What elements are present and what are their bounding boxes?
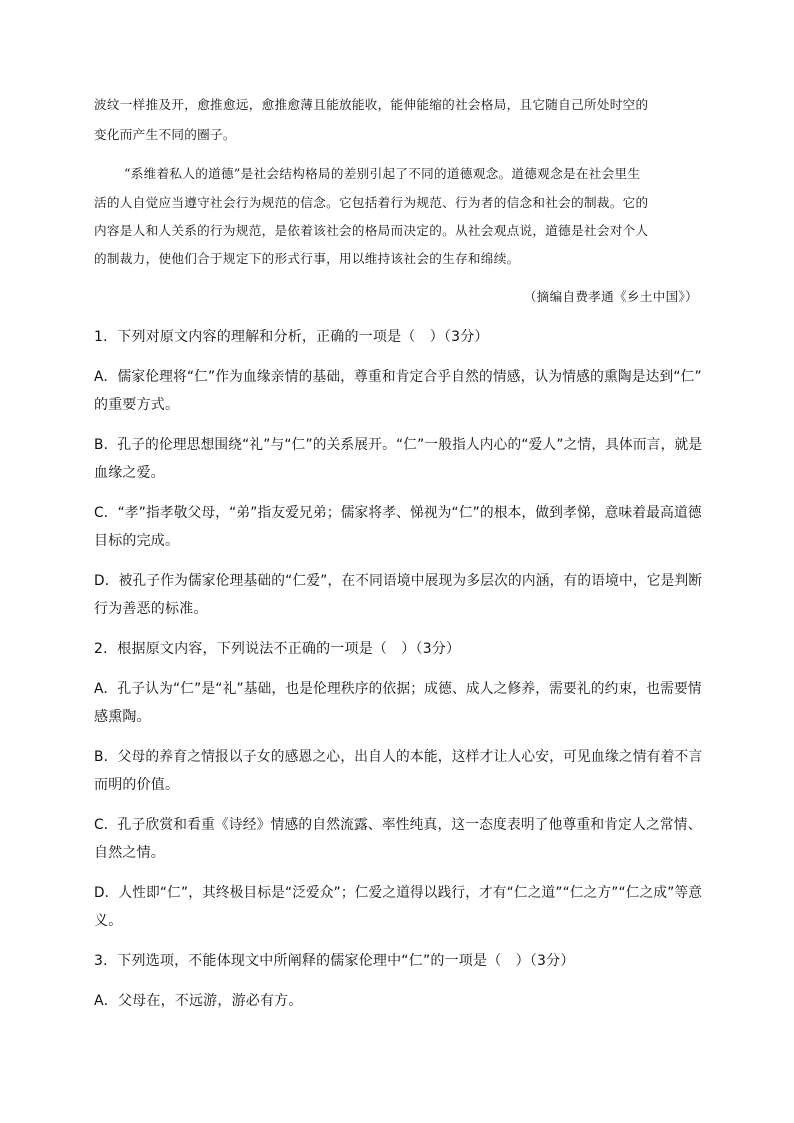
question-1-option-c-line-1: C．“孝”指孝敬父母，“弟”指友爱兄弟；儒家将孝、悌视为“仁”的根本，做到孝悌，意味着最高道德 (94, 505, 702, 521)
passage-p2-line-2: 活的人自觉应当遵守社会行为规范的信念。它包括着行为规范、行为者的信念和社会的制裁。它的 (94, 195, 649, 210)
question-2-option-d-line-2: 义。 (94, 913, 123, 929)
question-2-stem: 2．根据原文内容，下列说法不正确的一项是（ ）（3分） (94, 641, 461, 657)
question-2-option-c-line-2: 自然之情。 (94, 845, 165, 861)
question-1-option-a-line-2: 的重要方式。 (94, 397, 180, 413)
question-1-option-d-line-1: D．被孔子作为儒家伦理基础的“仁爱”，在不同语境中展现为多层次的内涵，有的语境中，它是判断 (94, 573, 703, 589)
passage-p2-line-1: “系维着私人的道德”是社会结构格局的差别引起了不同的道德观念。道德观念是在社会里生 (124, 166, 641, 181)
question-2-option-c-line-1: C．孔子欣赏和看重《诗经》情感的自然流露、率性纯真，这一态度表明了他尊重和肯定人之常情、 (94, 817, 702, 833)
question-2-option-a-line-2: 感熏陶。 (94, 709, 151, 725)
question-2-option-b-line-1: B．父母的养育之情报以子女的感恩之心，出自人的本能，这样才让人心安，可见血缘之情有着不言 (94, 749, 703, 765)
passage-source: （摘编自费孝通《乡土中国》） (523, 289, 698, 304)
question-1-stem: 1．下列对原文内容的理解和分析，正确的一项是（ ）（3分） (94, 329, 489, 345)
question-2-option-a-line-1: A．孔子认为“仁”是“礼”基础，也是伦理秩序的依据；成德、成人之修养，需要礼的约束，也需要情 (94, 681, 702, 697)
question-3-stem: 3．下列选项，不能体现文中所阐释的儒家伦理中“仁”的一项是（ ）（3分） (94, 953, 575, 969)
question-1-option-b-line-2: 血缘之爱。 (94, 465, 165, 481)
question-2-option-b-line-2: 而明的价值。 (94, 777, 180, 793)
question-1-option-a-line-1: A．儒家伦理将“仁”作为血缘亲情的基础，尊重和肯定合乎自然的情感，认为情感的熏陶是达到“仁” (94, 369, 702, 385)
question-2-option-d-line-1: D．人性即“仁”，其终极目标是“泛爱众”；仁爱之道得以践行，才有“仁之道”“仁之方”“仁之成”等意 (94, 885, 703, 901)
question-3-option-a-line-1: A．父母在，不远游，游必有方。 (94, 993, 303, 1009)
passage-p1-line-1: 波纹一样推及开，愈推愈远，愈推愈薄且能放能收，能伸能缩的社会格局，且它随自己所处时空的 (94, 97, 649, 112)
question-1-option-c-line-2: 目标的完成。 (94, 533, 180, 549)
passage-p2-line-3: 内容是人和人关系的行为规范，是依着该社会的格局而决定的。从社会观点说，道德是社会对个人 (94, 223, 649, 238)
passage-p1-line-2: 变化而产生不同的圈子。 (94, 127, 236, 142)
passage-p2-line-4: 的制裁力，使他们合于规定下的形式行事，用以维持该社会的生存和绵续。 (94, 251, 520, 266)
question-1-option-d-line-2: 行为善恶的标准。 (94, 601, 208, 617)
question-1-option-b-line-1: B．孔子的伦理思想围绕“礼”与“仁”的关系展开。“仁”一般指人内心的“爱人”之情，具体而言，就是 (94, 437, 703, 453)
